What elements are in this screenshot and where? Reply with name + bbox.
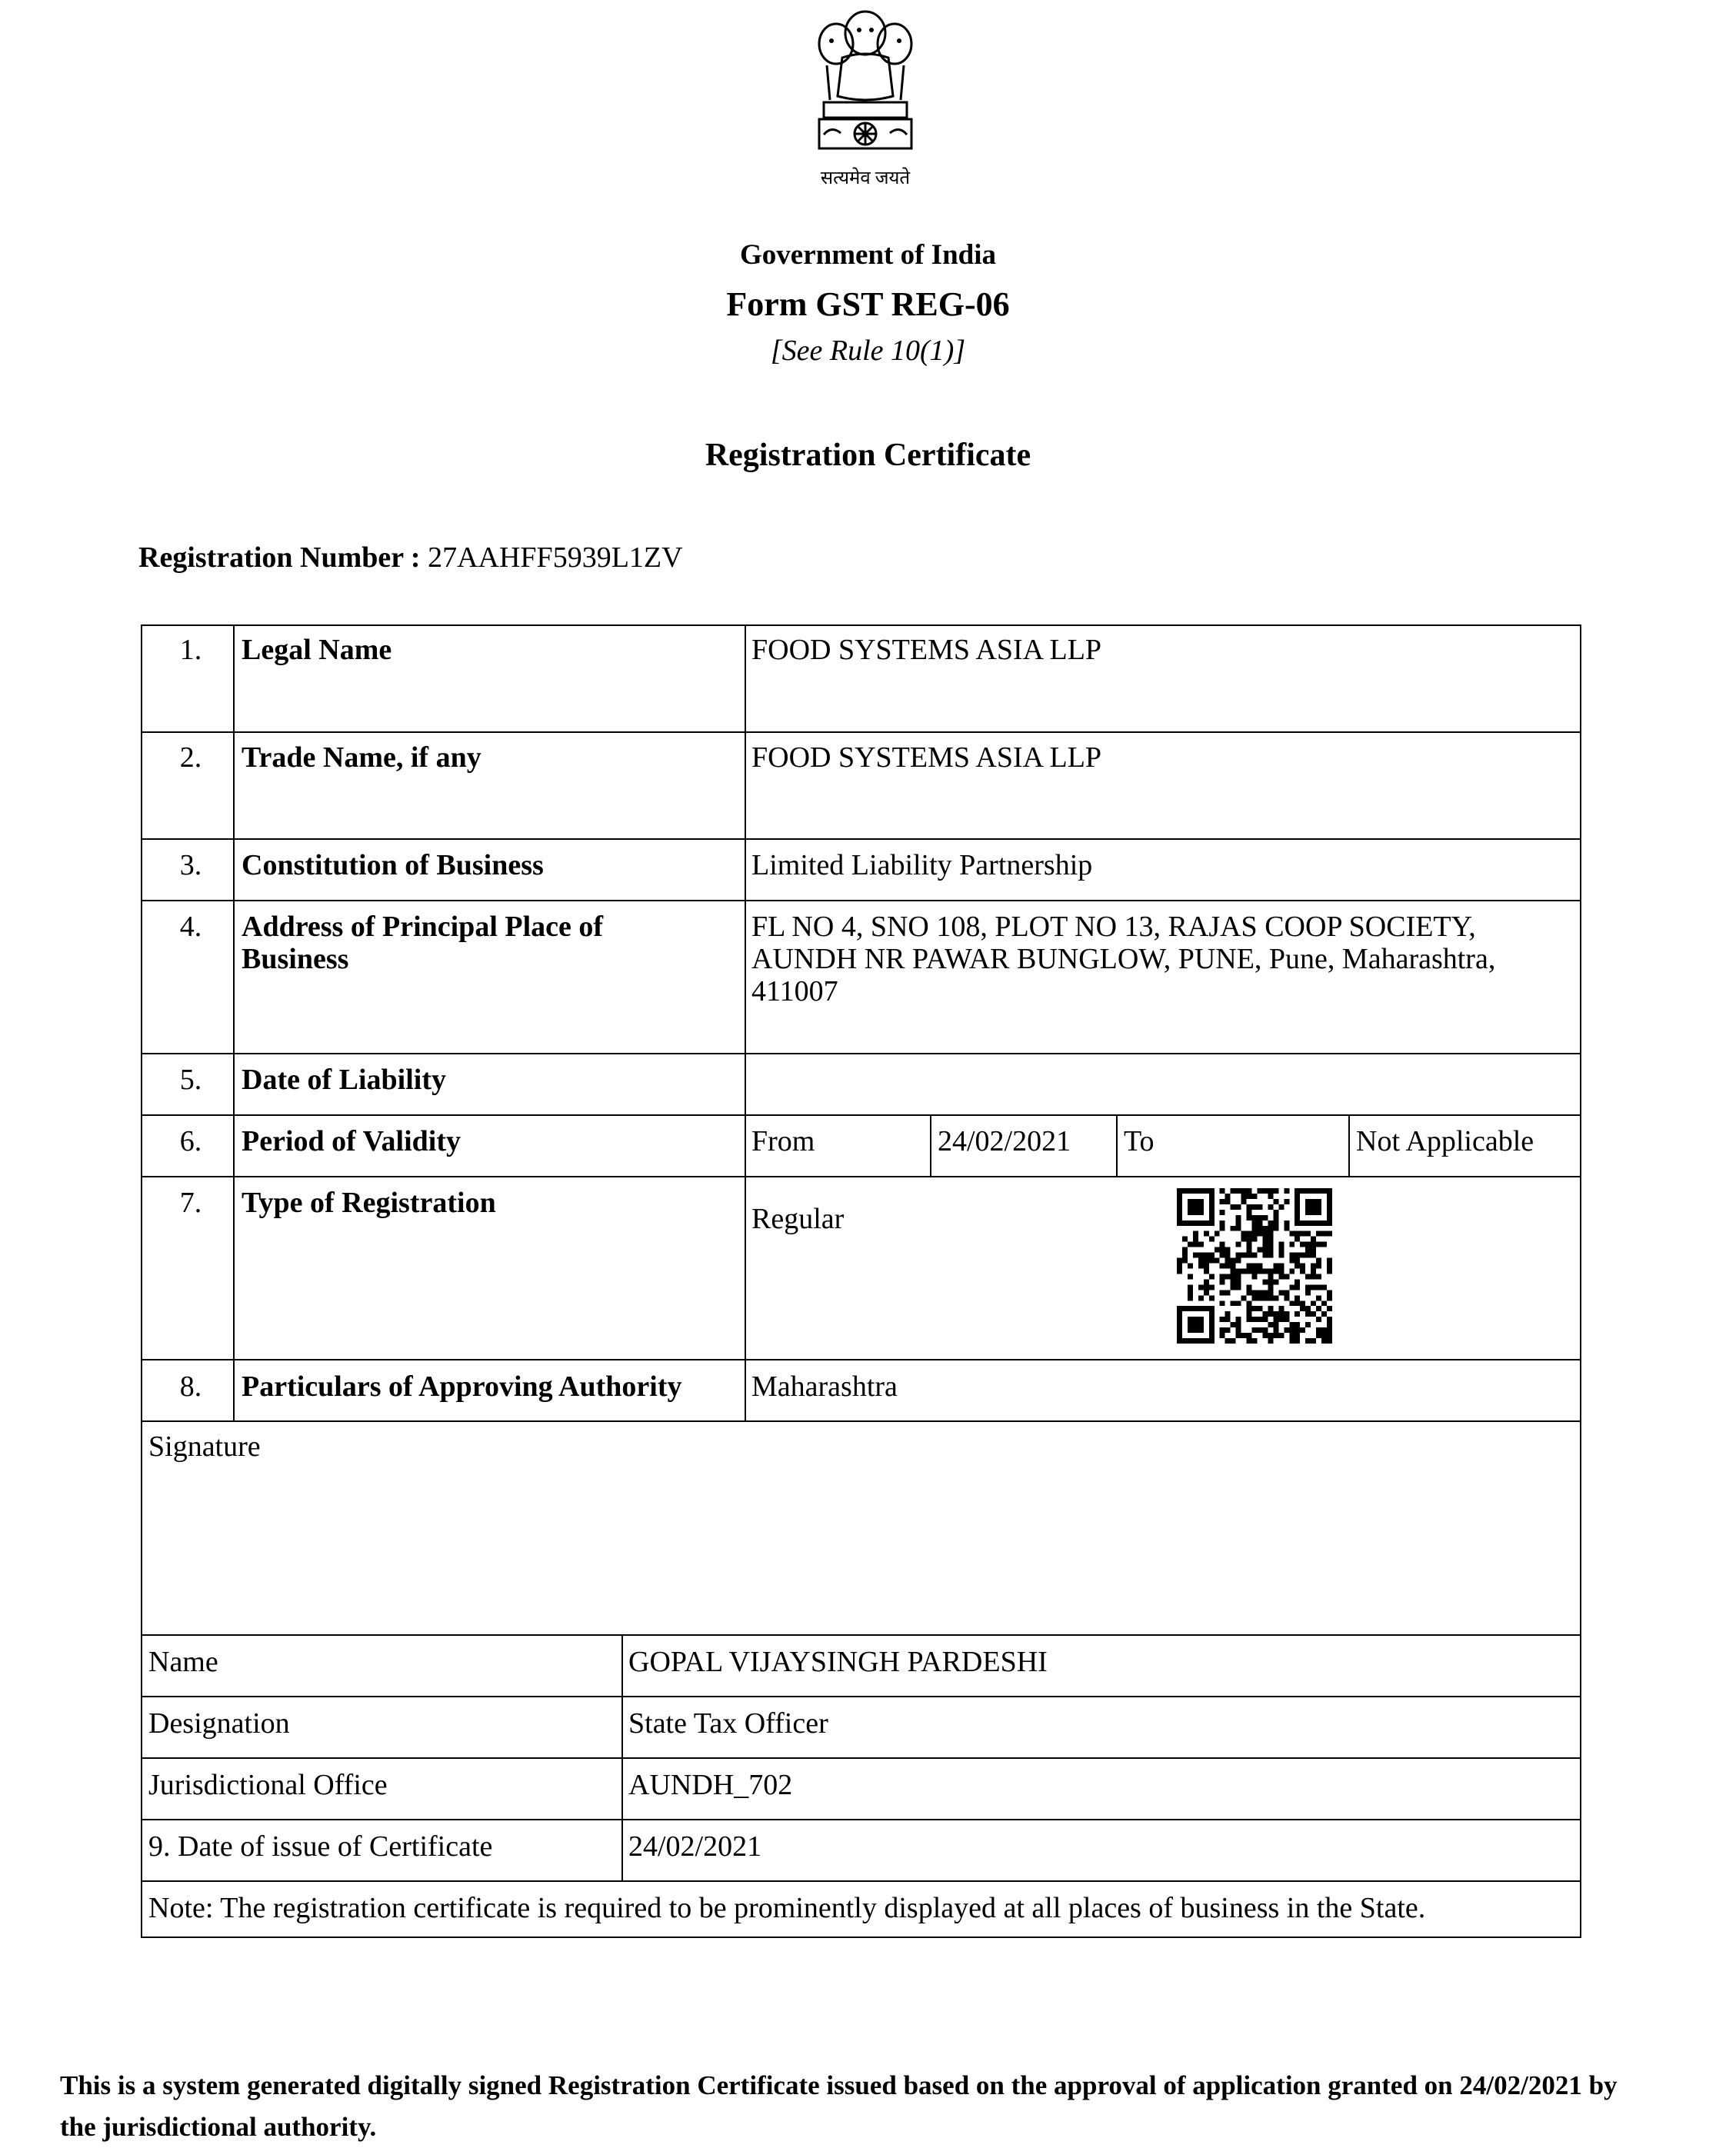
form-title: Form GST REG-06 (726, 285, 1010, 323)
row-number: 4. (179, 911, 202, 943)
display-note: Note: The registration certificate is required to be prominently displayed at all places of business in the State. (148, 1892, 1426, 1924)
jurisdictional-office-label: Jurisdictional Office (148, 1769, 388, 1801)
validity-from-label: From (751, 1125, 815, 1157)
certificate-title: Registration Certificate (705, 438, 1031, 473)
date-of-issue-label: 9. Date of issue of Certificate (148, 1830, 493, 1863)
validity-to-value: Not Applicable (1356, 1125, 1534, 1157)
row-number: 6. (179, 1125, 202, 1157)
approving-authority-label: Particulars of Approving Authority (242, 1370, 682, 1403)
certificate-table (141, 624, 1581, 1938)
row-number: 7. (179, 1187, 202, 1219)
row-number: 3. (179, 849, 202, 881)
registration-number-label: Registration Number : (138, 541, 421, 574)
validity-to-label: To (1124, 1125, 1155, 1157)
footer-disclaimer: This is a system generated digitally signed Registration Certificate issued based on the approval of application granted on 24/02/2021 by the jurisdictional authority. (60, 2070, 1618, 2142)
approving-authority-value: Maharashtra (751, 1370, 898, 1403)
row-number: 1. (179, 634, 202, 666)
address-value: FL NO 4, SNO 108, PLOT NO 13, RAJAS COOP SOCIETY, AUNDH NR PAWAR BUNGLOW, PUNE, Pune, Maharashtra, 411007 (751, 911, 1496, 1007)
type-of-registration-value: Regular (751, 1203, 845, 1235)
period-of-validity-label: Period of Validity (242, 1125, 461, 1157)
address-label: Address of Principal Place of Business (242, 911, 604, 975)
constitution-value: Limited Liability Partnership (751, 849, 1093, 881)
legal-name-value: FOOD SYSTEMS ASIA LLP (751, 634, 1102, 666)
signatory-name-label: Name (148, 1646, 218, 1678)
row-number: 5. (179, 1064, 202, 1096)
qr-code-icon (1177, 1188, 1332, 1344)
trade-name-value: FOOD SYSTEMS ASIA LLP (751, 741, 1102, 774)
jurisdictional-office-value: AUNDH_702 (628, 1769, 793, 1801)
state-emblem-icon (796, 4, 935, 158)
date-of-issue-value: 24/02/2021 (628, 1830, 762, 1863)
date-of-liability-label: Date of Liability (242, 1064, 446, 1096)
row-number: 2. (179, 741, 202, 774)
registration-number (138, 541, 683, 574)
legal-name-label: Legal Name (242, 634, 392, 666)
type-of-registration-label: Type of Registration (242, 1187, 496, 1219)
designation-label: Designation (148, 1707, 290, 1740)
emblem-motto: सत्यमेव जयते (820, 168, 911, 188)
trade-name-label: Trade Name, if any (242, 741, 481, 774)
row-number: 8. (179, 1370, 202, 1403)
constitution-label: Constitution of Business (242, 849, 544, 881)
government-heading: Government of India (740, 239, 996, 271)
signature-label: Signature (148, 1430, 261, 1463)
validity-from-value: 24/02/2021 (938, 1125, 1071, 1157)
registration-number-value: 27AAHFF5939L1ZV (428, 541, 683, 574)
signatory-name-value: GOPAL VIJAYSINGH PARDESHI (628, 1646, 1048, 1678)
designation-value: State Tax Officer (628, 1707, 828, 1740)
rule-reference: [See Rule 10(1)] (770, 335, 966, 367)
